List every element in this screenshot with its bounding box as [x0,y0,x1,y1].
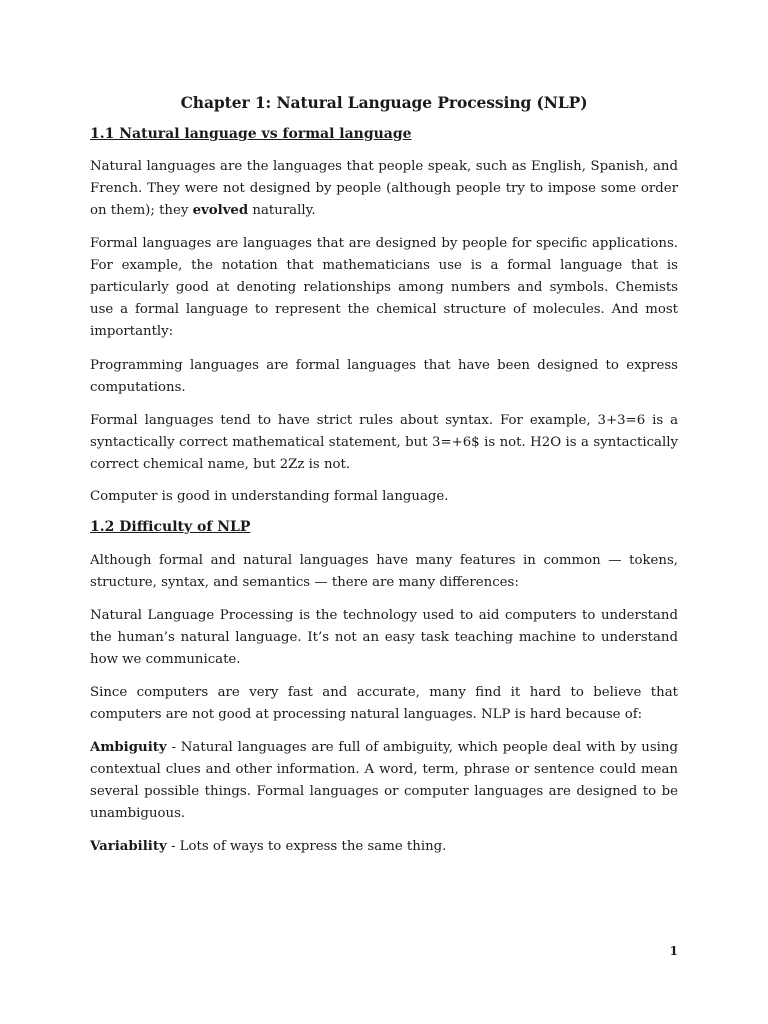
p1-text: Natural languages are the languages that people speak, such as English, Spanish, and French. They were not designed by people (although people try to impose some order on them); they [90,159,678,218]
p9-bold: Ambiguity [90,740,167,755]
paragraph-nlp-hard: Since computers are very fast and accurate, many find it hard to believe that computers are not good at processing natural languages. NLP is hard because of: [90,685,678,722]
section-heading-1-1: 1.1 Natural language vs formal language [90,126,412,142]
paragraph-formal-languages: Formal languages are languages that are designed by people for specific applications. For example, the notation that mathematicians use is a formal language that is particularly good at denoting relationships among numbers and symbols. Chemists use a formal language to represent the chemical structure of molecules. And most importantly: [90,236,678,339]
title-chapter: Chapter 1 [180,93,266,112]
paragraph-syntax-rules: Formal languages tend to have strict rules about syntax. For example, 3+3=6 is a syntactically correct mathematical statement, but 3=+6$ is not. H2O is a syntactically correct chemical name, but 2Zz is not. [90,413,678,472]
page-title [0,93,768,112]
page-number: 1 [669,944,678,958]
p1-bold: evolved [192,203,249,218]
paragraph-programming-languages: Programming languages are formal languages that have been designed to express computations. [90,358,678,395]
p10-bold: Variability [90,839,167,854]
p1-end: naturally. [248,203,316,218]
title-separator: : [265,93,277,112]
paragraph-computer-formal: Computer is good in understanding formal language. [90,489,449,504]
p9-text: - Natural languages are full of ambiguity, which people deal with by using contextual clues and other information. A word, term, phrase or sentence could mean several possible things. Formal languages or computer languages are designed to be unambiguous. [90,740,678,821]
paragraph-variability [90,836,678,858]
paragraph-ambiguity [90,737,678,825]
paragraph-nlp-definition: Natural Language Processing is the technology used to aid computers to understand the human’s natural language. It’s not an easy task teaching machine to understand how we communicate. [90,608,678,667]
paragraph-differences: Although formal and natural languages have many features in common — tokens, structure, syntax, and semantics — there are many differences: [90,553,678,590]
section-heading-1-2: 1.2 Difficulty of NLP [90,519,251,535]
title-rest: Natural Language Processing (NLP) [276,93,588,112]
p10-text: - Lots of ways to express the same thing. [166,839,447,854]
paragraph-natural-languages [90,156,678,222]
